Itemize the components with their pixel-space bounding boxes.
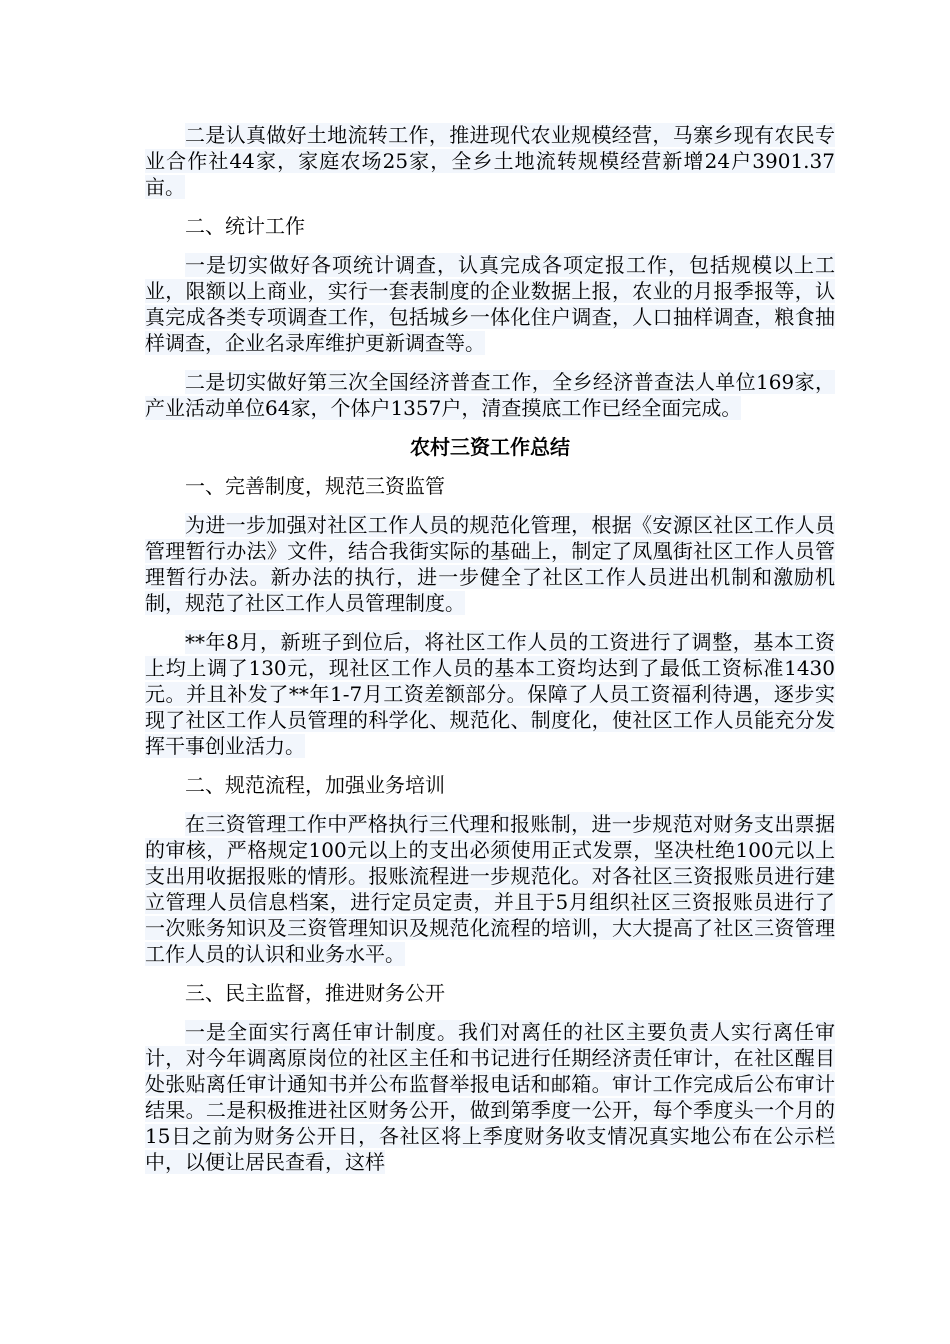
paragraph-text: 为进一步加强对社区工作人员的规范化管理，根据《安源区社区工作人员管理暂行办法》文件，结合我街实际的基础上，制定了凤凰街社区工作人员管理暂行办法。新办法的执行，进一步健全了社区工作人员进出机制和激励机制，规范了社区工作人员管理制度。 — [145, 513, 835, 615]
paragraph-text: 在三资管理工作中严格执行三代理和报账制，进一步规范对财务支出票据的审核，严格规定100元以上的支出必须使用正式发票，坚决杜绝100元以上支出用收据报账的情形。报账流程进一步规范化。对各社区三资报账员进行建立管理人员信息档案，进行定员定责，并且于5月组织社区三资报账员进行了一次账务知识及三资管理知识及规范化流程的培训，大大提高了社区三资管理工作人员的认识和业务水平。 — [145, 812, 835, 966]
paragraph-statistics-survey — [145, 252, 835, 356]
section-heading-supervision: 三、民主监督，推进财务公开 — [185, 981, 445, 1005]
paragraph-salary-adjustment — [145, 629, 835, 759]
document-title: 农村三资工作总结 — [410, 435, 570, 459]
paragraph-text: 二是认真做好土地流转工作，推进现代农业规模经营，马寨乡现有农民专业合作社44家，家庭农场25家，全乡土地流转规模经营新增24户3901.37亩。 — [145, 123, 835, 199]
paragraph-text: 二是切实做好第三次全国经济普查工作，全乡经济普查法人单位169家，产业活动单位64家，个体户1357户，清查摸底工作已经全面完成。 — [145, 370, 835, 420]
paragraph-reimbursement — [145, 811, 835, 967]
paragraph-text: **年8月，新班子到位后，将社区工作人员的工资进行了调整，基本工资上均上调了130元，现社区工作人员的基本工资均达到了最低工资标准1430元。并且补发了**年1-7月工资差额部分。保障了人员工资福利待遇，逐步实现了社区工作人员管理的科学化、规范化、制度化，使社区工作人员能充分发挥干事创业活力。 — [145, 630, 835, 758]
document-page — [145, 122, 835, 1188]
paragraph-management-rules — [145, 512, 835, 616]
paragraph-text: 一是全面实行离任审计制度。我们对离任的社区主要负责人实行离任审计，对今年调离原岗位的社区主任和书记进行任期经济责任审计，在社区醒目处张贴离任审计通知书并公布监督举报电话和邮箱。审计工作完成后公布审计结果。二是积极推进社区财务公开，做到第季度一公开，每个季度头一个月的15日之前为财务公开日，各社区将上季度财务收支情况真实地公布在公示栏中，以便让居民查看，这样 — [145, 1020, 835, 1174]
paragraph-audit-disclosure — [145, 1019, 835, 1175]
section-heading-process: 二、规范流程，加强业务培训 — [185, 773, 445, 797]
paragraph-text: 一是切实做好各项统计调查，认真完成各项定报工作，包括规模以上工业，限额以上商业，实行一套表制度的企业数据上报，农业的月报季报等，认真完成各类专项调查工作，包括城乡一体化住户调查，人口抽样调查，粮食抽样调查，企业名录库维护更新调查等。 — [145, 253, 835, 355]
section-heading-system: 一、完善制度，规范三资监管 — [185, 474, 445, 498]
paragraph-land-transfer — [145, 122, 835, 200]
paragraph-economic-census — [145, 369, 835, 421]
section-heading-statistics: 二、统计工作 — [185, 214, 305, 238]
